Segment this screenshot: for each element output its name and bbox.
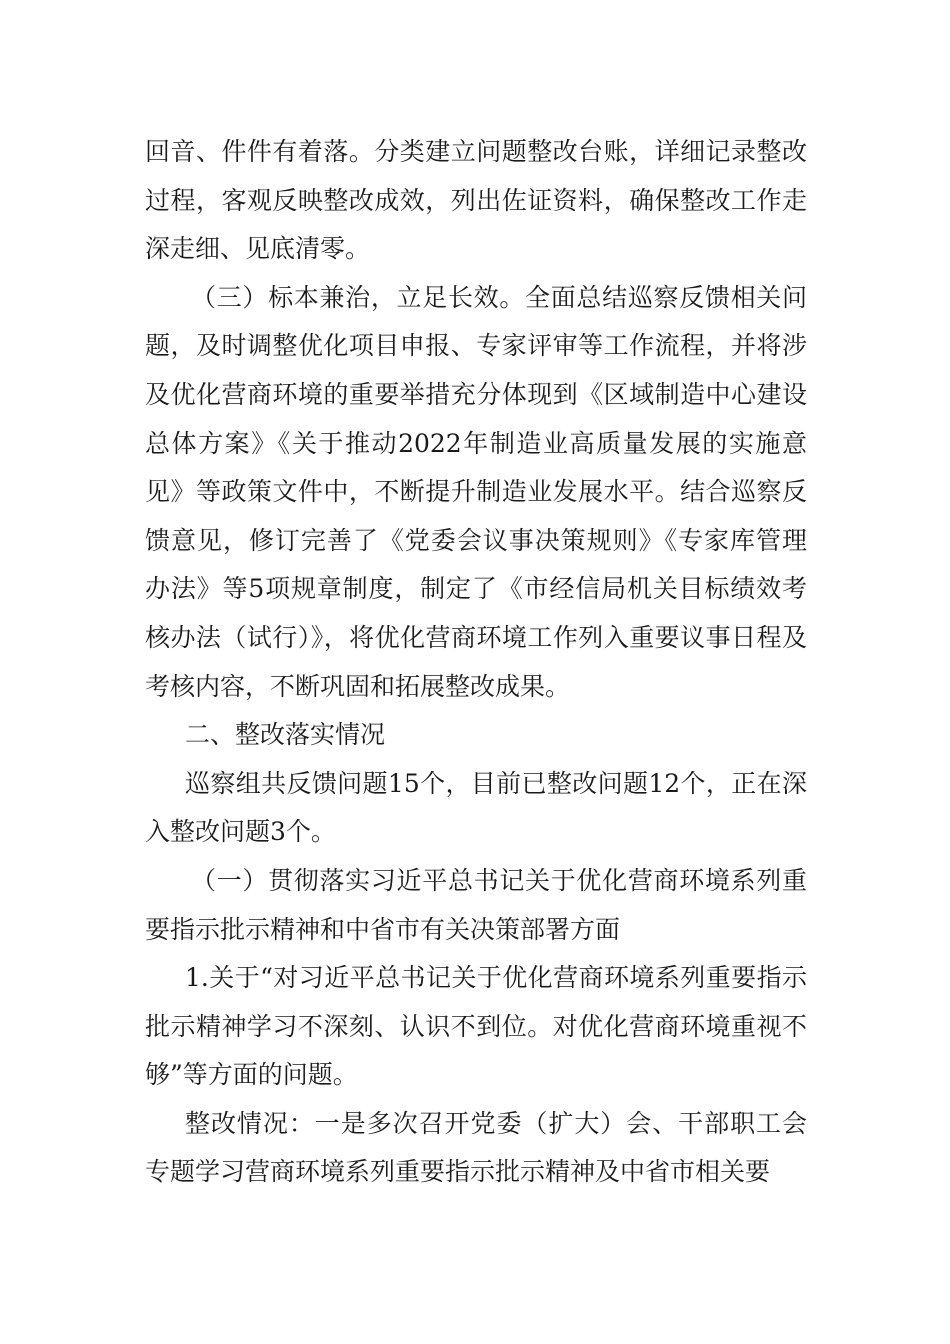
paragraph-issue-summary: 巡察组共反馈问题15个，目前已整改问题12个，正在深入整改问题3个。 xyxy=(145,768,807,847)
paragraph-continuation: 回音、件件有着落。分类建立问题整改台账，详细记录整改过程，客观反映整改成效，列出佐证资料，确保整改工作走深走细、见底清零。 xyxy=(145,137,807,264)
paragraph-section-three: （三）标本兼治，立足长效。全面总结巡察反馈相关问题，及时调整优化项目申报、专家评审等工作流程，并将涉及优化营商环境的重要举措充分体现到《区域制造中心建设总体方案》《关于推动2022年制造业高质量发展的实施意见》等政策文件中，不断提升制造业发展水平。结合巡察反馈意见，修订完善了《党委会议事决策规则》《专家库管理办法》等5项规章制度，制定了《市经信局机关目标绩效考核办法（试行）》，将优化营商环境工作列入重要议事日程及考核内容，不断巩固和拓展整改成果。 xyxy=(145,282,807,701)
heading-rectification-status: 二、整改落实情况 xyxy=(185,720,386,750)
subheading-section-one: （一）贯彻落实习近平总书记关于优化营商环境系列重要指示批示精神和中省市有关决策部署方面 xyxy=(145,865,807,944)
paragraph-issue-one: 1.关于“对习近平总书记关于优化营商环境系列重要指示批示精神学习不深刻、认识不到位。对优化营商环境重视不够”等方面的问题。 xyxy=(145,963,807,1090)
document-page xyxy=(145,128,807,1197)
paragraph-rectification-detail: 整改情况：一是多次召开党委（扩大）会、干部职工会专题学习营商环境系列重要指示批示精神及中省市相关要 xyxy=(145,1108,807,1187)
